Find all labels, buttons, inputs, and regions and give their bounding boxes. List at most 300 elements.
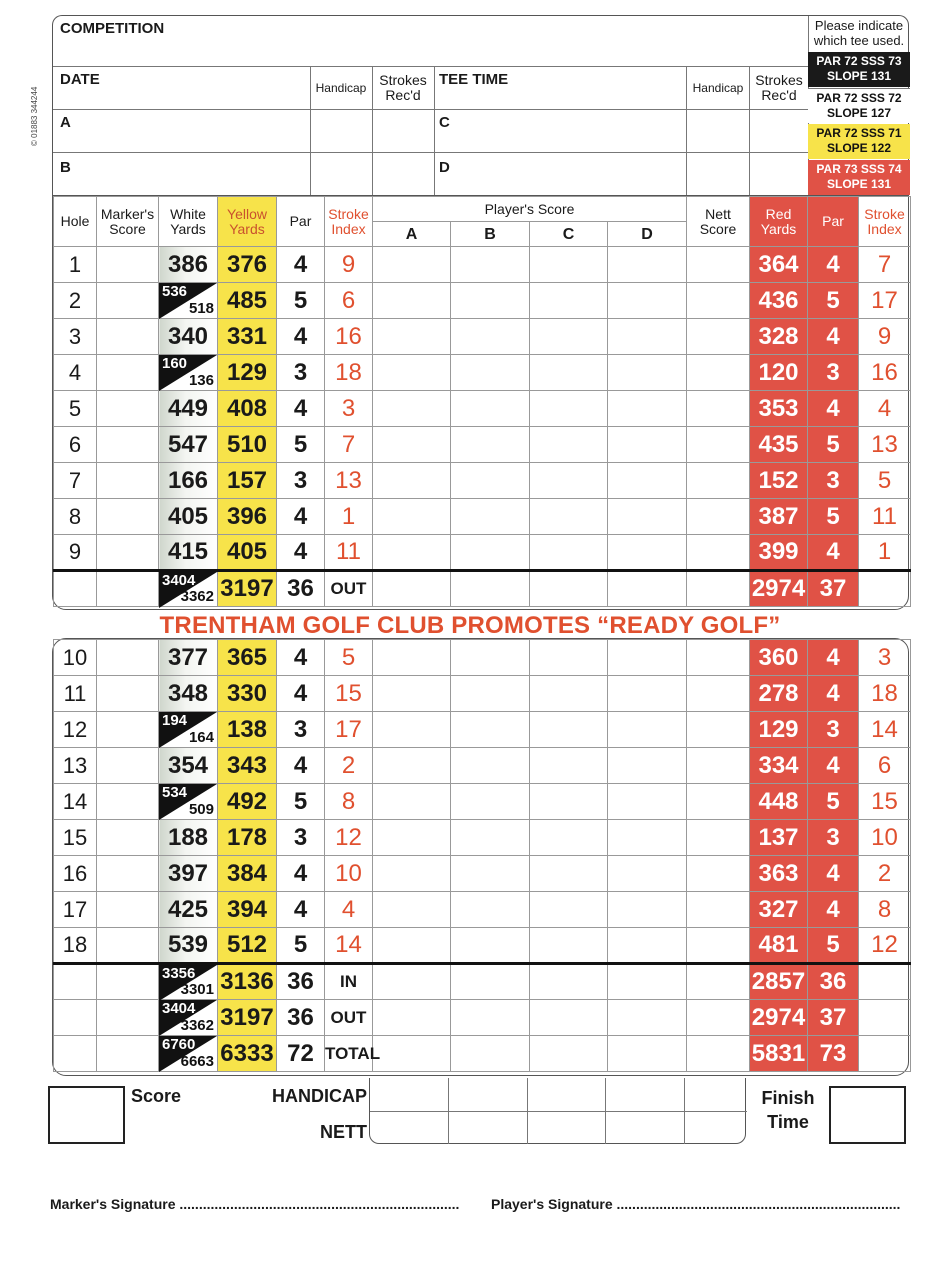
hole-number: 16 — [54, 856, 97, 892]
markers-score-cell[interactable] — [97, 283, 159, 319]
markers-signature[interactable]: Marker's Signature ........................................................................ — [50, 1196, 460, 1212]
score-cell-d[interactable] — [608, 463, 687, 499]
white-total-split: 3404 3362 — [159, 571, 218, 607]
total-cell-b[interactable] — [451, 571, 530, 607]
score-cell-b[interactable] — [451, 499, 530, 535]
par-total: 36 — [277, 1000, 325, 1036]
score-cell-a[interactable] — [373, 247, 451, 283]
stroke-index: 18 — [325, 355, 373, 391]
red-par-total: 37 — [808, 571, 859, 607]
red-yards: 448 — [750, 784, 808, 820]
hole-row — [54, 820, 911, 856]
yellow-yards: 343 — [218, 748, 277, 784]
score-cell-a[interactable] — [373, 463, 451, 499]
markers-score-cell[interactable] — [97, 748, 159, 784]
tee-black[interactable]: PAR 72 SSS 73 SLOPE 131 — [808, 52, 910, 87]
nett-score-cell[interactable] — [687, 499, 750, 535]
markers-score-cell[interactable] — [97, 676, 159, 712]
score-cell-c[interactable] — [530, 820, 608, 856]
white-yards: 449 — [159, 391, 218, 427]
red-stroke-index: 5 — [859, 463, 911, 499]
red-stroke-index: 7 — [859, 247, 911, 283]
yellow-yards: 405 — [218, 535, 277, 571]
par: 4 — [277, 391, 325, 427]
yellow-yards: 376 — [218, 247, 277, 283]
markers-score-cell[interactable] — [97, 247, 159, 283]
score-cell-d[interactable] — [608, 712, 687, 748]
blank-cell — [54, 1036, 97, 1072]
finish-time-box[interactable] — [829, 1086, 906, 1144]
red-yards: 387 — [750, 499, 808, 535]
nett-score-cell[interactable] — [687, 676, 750, 712]
handicap-label-left: Handicap — [315, 81, 367, 95]
score-cell-a[interactable] — [373, 784, 451, 820]
score-cell-b[interactable] — [451, 463, 530, 499]
score-cell-c[interactable] — [530, 640, 608, 676]
score-cell-a[interactable] — [373, 391, 451, 427]
score-cell-c[interactable] — [530, 784, 608, 820]
markers-score-cell[interactable] — [97, 712, 159, 748]
score-cell-d[interactable] — [608, 820, 687, 856]
score-cell-a[interactable] — [373, 820, 451, 856]
markers-score-cell[interactable] — [97, 928, 159, 964]
score-cell-b[interactable] — [451, 892, 530, 928]
score-cell-a[interactable] — [373, 535, 451, 571]
yellow-yards: 331 — [218, 319, 277, 355]
red-stroke-index: 15 — [859, 784, 911, 820]
hole-row — [54, 748, 911, 784]
total-label: IN — [325, 964, 373, 1000]
red-yards: 399 — [750, 535, 808, 571]
red-yards: 360 — [750, 640, 808, 676]
blank-cell — [54, 571, 97, 607]
tee-white[interactable]: PAR 72 SSS 72 SLOPE 127 — [808, 88, 910, 123]
handicap-label-right: Handicap — [692, 81, 744, 95]
total-cell-b[interactable] — [451, 964, 530, 1000]
score-cell-c[interactable] — [530, 427, 608, 463]
nett-score-cell[interactable] — [687, 640, 750, 676]
score-cell-c[interactable] — [530, 892, 608, 928]
nett-total-cell[interactable] — [687, 964, 750, 1000]
hole-row — [54, 247, 911, 283]
markers-score-cell[interactable] — [97, 319, 159, 355]
total-cell-c[interactable] — [530, 964, 608, 1000]
stroke-index: 13 — [325, 463, 373, 499]
red-par: 5 — [808, 928, 859, 964]
hole-number: 10 — [54, 640, 97, 676]
nett-score-cell[interactable] — [687, 712, 750, 748]
yellow-yards: 485 — [218, 283, 277, 319]
hole-number: 12 — [54, 712, 97, 748]
nett-score-cell[interactable] — [687, 928, 750, 964]
markers-score-cell[interactable] — [97, 391, 159, 427]
total-label: OUT — [325, 1000, 373, 1036]
blank-cell — [859, 1036, 911, 1072]
par: 4 — [277, 856, 325, 892]
red-yards: 327 — [750, 892, 808, 928]
score-cell-a[interactable] — [373, 892, 451, 928]
score-cell-c[interactable] — [530, 391, 608, 427]
score-cell-d[interactable] — [608, 499, 687, 535]
red-yards: 120 — [750, 355, 808, 391]
nett-label: NETT — [320, 1122, 367, 1142]
score-cell-b[interactable] — [451, 820, 530, 856]
col-par: Par — [277, 197, 325, 247]
score-cell-a[interactable] — [373, 283, 451, 319]
par-total: 72 — [277, 1036, 325, 1072]
score-box[interactable] — [48, 1086, 125, 1144]
markers-total-cell[interactable] — [97, 571, 159, 607]
red-stroke-index: 4 — [859, 391, 911, 427]
score-cell-d[interactable] — [608, 391, 687, 427]
hole-number: 11 — [54, 676, 97, 712]
hole-number: 1 — [54, 247, 97, 283]
score-cell-c[interactable] — [530, 856, 608, 892]
white-yards: 425 — [159, 892, 218, 928]
total-cell-a[interactable] — [373, 1036, 451, 1072]
hole-row — [54, 856, 911, 892]
col-white-yards: White Yards — [159, 197, 218, 247]
yellow-yards: 396 — [218, 499, 277, 535]
score-cell-c[interactable] — [530, 319, 608, 355]
white-yards: 340 — [159, 319, 218, 355]
markers-score-cell[interactable] — [97, 856, 159, 892]
white-total-split: 3356 3301 — [159, 964, 218, 1000]
markers-score-cell[interactable] — [97, 784, 159, 820]
score-cell-c[interactable] — [530, 535, 608, 571]
par: 3 — [277, 463, 325, 499]
score-cell-d[interactable] — [608, 640, 687, 676]
red-par-total: 37 — [808, 1000, 859, 1036]
stroke-index: 16 — [325, 319, 373, 355]
par: 3 — [277, 355, 325, 391]
yellow-yards: 157 — [218, 463, 277, 499]
stroke-index: 1 — [325, 499, 373, 535]
markers-total-cell[interactable] — [97, 964, 159, 1000]
hole-number: 17 — [54, 892, 97, 928]
red-par: 3 — [808, 463, 859, 499]
white-yards: 539 — [159, 928, 218, 964]
score-cell-b[interactable] — [451, 319, 530, 355]
total-cell-c[interactable] — [530, 1036, 608, 1072]
markers-score-cell[interactable] — [97, 640, 159, 676]
score-cell-d[interactable] — [608, 535, 687, 571]
score-cell-a[interactable] — [373, 928, 451, 964]
red-yards: 278 — [750, 676, 808, 712]
red-stroke-index: 14 — [859, 712, 911, 748]
red-stroke-index: 6 — [859, 748, 911, 784]
stroke-index: 10 — [325, 856, 373, 892]
score-cell-b[interactable] — [451, 535, 530, 571]
score-cell-b[interactable] — [451, 391, 530, 427]
nett-score-cell[interactable] — [687, 892, 750, 928]
hole-number: 6 — [54, 427, 97, 463]
total-cell-d[interactable] — [608, 1036, 687, 1072]
par: 4 — [277, 499, 325, 535]
score-cell-d[interactable] — [608, 247, 687, 283]
red-yards: 334 — [750, 748, 808, 784]
handicap-label: HANDICAP — [271, 1086, 367, 1106]
red-par-total: 73 — [808, 1036, 859, 1072]
score-cell-a[interactable] — [373, 319, 451, 355]
blank-cell — [859, 571, 911, 607]
total-cell-d[interactable] — [608, 571, 687, 607]
hole-number: 3 — [54, 319, 97, 355]
col-hole: Hole — [54, 197, 97, 247]
score-cell-b[interactable] — [451, 283, 530, 319]
strokes-recd-label-right: Strokes Rec'd — [755, 72, 803, 103]
score-cell-d[interactable] — [608, 355, 687, 391]
score-cell-a[interactable] — [373, 499, 451, 535]
score-cell-c[interactable] — [530, 283, 608, 319]
nett-score-cell[interactable] — [687, 820, 750, 856]
score-label: Score — [131, 1086, 182, 1106]
total-cell-d[interactable] — [608, 1000, 687, 1036]
yellow-yards: 129 — [218, 355, 277, 391]
hole-row — [54, 712, 911, 748]
red-stroke-index: 1 — [859, 535, 911, 571]
total-cell-b[interactable] — [451, 1000, 530, 1036]
red-par: 4 — [808, 640, 859, 676]
par: 4 — [277, 535, 325, 571]
player-c-label: C — [439, 114, 450, 131]
red-yards: 481 — [750, 928, 808, 964]
par: 4 — [277, 640, 325, 676]
entry-header — [52, 15, 909, 195]
markers-score-cell[interactable] — [97, 427, 159, 463]
stroke-index: 3 — [325, 391, 373, 427]
red-yards-total: 2974 — [750, 571, 808, 607]
red-par: 4 — [808, 319, 859, 355]
score-cell-a[interactable] — [373, 856, 451, 892]
col-player-d: D — [608, 222, 687, 247]
red-yards: 436 — [750, 283, 808, 319]
white-yards-split: 194 164 — [159, 712, 218, 748]
hole-row — [54, 319, 911, 355]
red-yards: 129 — [750, 712, 808, 748]
white-yards: 166 — [159, 463, 218, 499]
nett-score-cell[interactable] — [687, 856, 750, 892]
par-total: 36 — [277, 571, 325, 607]
markers-score-cell[interactable] — [97, 499, 159, 535]
markers-score-cell[interactable] — [97, 463, 159, 499]
score-cell-a[interactable] — [373, 748, 451, 784]
tee-red[interactable]: PAR 73 SSS 74 SLOPE 131 — [808, 160, 910, 195]
total-cell-a[interactable] — [373, 1000, 451, 1036]
yellow-total: 3136 — [218, 964, 277, 1000]
red-yards: 364 — [750, 247, 808, 283]
red-par: 3 — [808, 712, 859, 748]
score-cell-b[interactable] — [451, 784, 530, 820]
front-nine-card — [52, 195, 909, 610]
white-yards: 354 — [159, 748, 218, 784]
score-cell-b[interactable] — [451, 856, 530, 892]
markers-score-cell[interactable] — [97, 892, 159, 928]
nett-score-cell[interactable] — [687, 784, 750, 820]
white-yards: 386 — [159, 247, 218, 283]
score-cell-a[interactable] — [373, 676, 451, 712]
score-cell-b[interactable] — [451, 427, 530, 463]
yellow-yards: 384 — [218, 856, 277, 892]
score-cell-a[interactable] — [373, 355, 451, 391]
score-cell-d[interactable] — [608, 748, 687, 784]
markers-total-cell[interactable] — [97, 1000, 159, 1036]
hole-row — [54, 391, 911, 427]
print-code: © 01883 344244 — [30, 86, 39, 146]
par: 3 — [277, 712, 325, 748]
red-par: 3 — [808, 355, 859, 391]
markers-score-cell[interactable] — [97, 355, 159, 391]
score-cell-d[interactable] — [608, 676, 687, 712]
par: 3 — [277, 820, 325, 856]
red-yards-total: 5831 — [750, 1036, 808, 1072]
score-cell-c[interactable] — [530, 712, 608, 748]
hole-number: 13 — [54, 748, 97, 784]
stroke-index: 14 — [325, 928, 373, 964]
tee-yellow[interactable]: PAR 72 SSS 71 SLOPE 122 — [808, 124, 910, 159]
markers-score-cell[interactable] — [97, 820, 159, 856]
nett-total-cell[interactable] — [687, 1036, 750, 1072]
nett-total-cell[interactable] — [687, 1000, 750, 1036]
red-par: 4 — [808, 748, 859, 784]
back-nine-card — [52, 638, 909, 1076]
col-player-c: C — [530, 222, 608, 247]
markers-score-cell[interactable] — [97, 535, 159, 571]
score-cell-a[interactable] — [373, 640, 451, 676]
red-yards-total: 2857 — [750, 964, 808, 1000]
total-cell-d[interactable] — [608, 964, 687, 1000]
red-stroke-index: 8 — [859, 892, 911, 928]
red-par: 4 — [808, 676, 859, 712]
nett-score-cell[interactable] — [687, 748, 750, 784]
nett-score-cell[interactable] — [687, 283, 750, 319]
red-par-total: 36 — [808, 964, 859, 1000]
white-yards: 348 — [159, 676, 218, 712]
stroke-index: 11 — [325, 535, 373, 571]
red-stroke-index: 16 — [859, 355, 911, 391]
white-yards: 415 — [159, 535, 218, 571]
stroke-index: 8 — [325, 784, 373, 820]
yellow-yards: 512 — [218, 928, 277, 964]
nett-score-cell[interactable] — [687, 355, 750, 391]
score-cell-d[interactable] — [608, 319, 687, 355]
yellow-yards: 394 — [218, 892, 277, 928]
handicap-nett-grid[interactable] — [369, 1078, 746, 1144]
score-cell-c[interactable] — [530, 355, 608, 391]
score-cell-c[interactable] — [530, 676, 608, 712]
score-cell-b[interactable] — [451, 355, 530, 391]
competition-label: COMPETITION — [60, 20, 165, 37]
nett-score-cell[interactable] — [687, 427, 750, 463]
par: 4 — [277, 748, 325, 784]
hole-number: 8 — [54, 499, 97, 535]
total-cell-b[interactable] — [451, 1036, 530, 1072]
score-cell-c[interactable] — [530, 748, 608, 784]
score-cell-d[interactable] — [608, 856, 687, 892]
score-cell-d[interactable] — [608, 928, 687, 964]
par: 5 — [277, 283, 325, 319]
hole-number: 15 — [54, 820, 97, 856]
hole-row — [54, 784, 911, 820]
markers-total-cell[interactable] — [97, 1036, 159, 1072]
stroke-index: 12 — [325, 820, 373, 856]
score-cell-b[interactable] — [451, 247, 530, 283]
stroke-index: 4 — [325, 892, 373, 928]
white-yards: 405 — [159, 499, 218, 535]
stroke-index: 5 — [325, 640, 373, 676]
blank-cell — [54, 1000, 97, 1036]
yellow-yards: 492 — [218, 784, 277, 820]
nett-total-cell[interactable] — [687, 571, 750, 607]
nett-score-cell[interactable] — [687, 247, 750, 283]
yellow-yards: 330 — [218, 676, 277, 712]
nett-score-cell[interactable] — [687, 535, 750, 571]
par: 4 — [277, 247, 325, 283]
yellow-yards: 408 — [218, 391, 277, 427]
total-cell-a[interactable] — [373, 964, 451, 1000]
col-nett-score: Nett Score — [687, 197, 750, 247]
col-player-a: A — [373, 222, 451, 247]
date-label: DATE — [60, 71, 100, 88]
tee-time-label: TEE TIME — [439, 71, 509, 88]
score-cell-d[interactable] — [608, 427, 687, 463]
total-row — [54, 964, 911, 1000]
red-yards: 353 — [750, 391, 808, 427]
par-total: 36 — [277, 964, 325, 1000]
score-cell-d[interactable] — [608, 784, 687, 820]
hole-number: 14 — [54, 784, 97, 820]
score-cell-a[interactable] — [373, 427, 451, 463]
total-cell-c[interactable] — [530, 571, 608, 607]
score-cell-c[interactable] — [530, 928, 608, 964]
white-yards: 377 — [159, 640, 218, 676]
red-stroke-index: 10 — [859, 820, 911, 856]
score-cell-c[interactable] — [530, 247, 608, 283]
score-cell-b[interactable] — [451, 676, 530, 712]
red-yards: 328 — [750, 319, 808, 355]
total-cell-c[interactable] — [530, 1000, 608, 1036]
nett-score-cell[interactable] — [687, 463, 750, 499]
nett-score-cell[interactable] — [687, 391, 750, 427]
col-red-stroke-index: Stroke Index — [859, 197, 911, 247]
red-stroke-index: 18 — [859, 676, 911, 712]
hole-row — [54, 463, 911, 499]
score-cell-b[interactable] — [451, 640, 530, 676]
score-cell-d[interactable] — [608, 283, 687, 319]
score-cell-b[interactable] — [451, 748, 530, 784]
nett-score-cell[interactable] — [687, 319, 750, 355]
total-row — [54, 1000, 911, 1036]
red-par: 4 — [808, 856, 859, 892]
red-par: 5 — [808, 283, 859, 319]
hole-row — [54, 928, 911, 964]
score-cell-c[interactable] — [530, 463, 608, 499]
player-d-label: D — [439, 159, 450, 176]
score-cell-c[interactable] — [530, 499, 608, 535]
player-b-label: B — [60, 159, 71, 176]
hole-row — [54, 535, 911, 571]
red-yards: 152 — [750, 463, 808, 499]
score-cell-a[interactable] — [373, 712, 451, 748]
col-player-b: B — [451, 222, 530, 247]
score-cell-d[interactable] — [608, 892, 687, 928]
score-cell-b[interactable] — [451, 928, 530, 964]
score-cell-b[interactable] — [451, 712, 530, 748]
red-stroke-index: 12 — [859, 928, 911, 964]
players-signature[interactable]: Player's Signature ......................................................................... — [491, 1196, 901, 1212]
total-cell-a[interactable] — [373, 571, 451, 607]
finish-time-label: Finish Time — [761, 1088, 815, 1132]
